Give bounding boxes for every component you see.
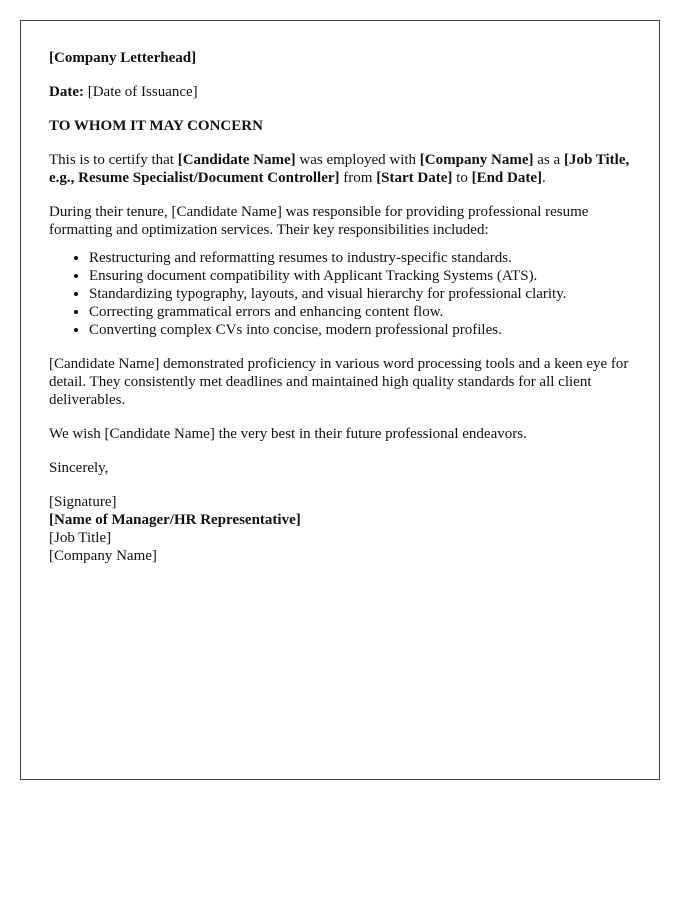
list-item: • Restructuring and reformatting resumes to industry-specific standards. <box>89 249 631 267</box>
date-label: Date: <box>49 84 84 100</box>
certify-text-6: . <box>542 170 546 186</box>
signer-name-text: [Name of Manager/HR Representative] <box>49 512 301 528</box>
signer-company: [Company Name] <box>49 548 157 564</box>
certify-text-1: This is to certify that <box>49 152 178 168</box>
closing: Sincerely, <box>49 460 109 476</box>
job-title-placeholder: [Job Title, e.g., Resume Specialist/Document Controller] <box>49 152 630 186</box>
certify-text-3: as a <box>533 152 564 168</box>
start-date-placeholder: [Start Date] <box>376 170 453 186</box>
signature-block <box>49 493 631 565</box>
letter-page <box>20 20 660 780</box>
wish-paragraph: We wish [Candidate Name] the very best in their future professional endeavors. <box>49 426 527 442</box>
certify-text-2: was employed with <box>295 152 420 168</box>
date-line <box>49 83 631 101</box>
date-value: [Date of Issuance] <box>83 84 198 100</box>
list-item: • Standardizing typography, layouts, and visual hierarchy for professional clarity. <box>89 285 631 303</box>
certify-text-4: from <box>339 170 377 186</box>
signature-placeholder: [Signature] <box>49 494 117 510</box>
company-letterhead: [Company Letterhead] <box>49 50 197 66</box>
certify-text-5: to <box>452 170 472 186</box>
candidate-name-placeholder: [Candidate Name] <box>177 152 296 168</box>
company-name-placeholder: [Company Name] <box>419 152 534 168</box>
signer-title: [Job Title] <box>49 530 112 546</box>
list-item: • Ensuring document compatibility with Applicant Tracking Systems (ATS). <box>89 267 631 285</box>
end-date-placeholder: [End Date] <box>471 170 542 186</box>
signer-name <box>49 511 631 529</box>
certification-paragraph <box>49 151 631 187</box>
responsibilities-list <box>49 249 631 339</box>
proficiency-paragraph: [Candidate Name] demonstrated proficiency in various word processing tools and a keen eye for detail. They consistently met deadlines and maintained high quality standards for all client deliverables. <box>49 356 629 408</box>
salutation: TO WHOM IT MAY CONCERN <box>49 118 263 134</box>
tenure-paragraph: During their tenure, [Candidate Name] was responsible for providing professional resume formatting and optimization services. Their key responsibilities included: <box>49 204 589 238</box>
list-item: • Converting complex CVs into concise, modern professional profiles. <box>89 321 631 339</box>
list-item: • Correcting grammatical errors and enhancing content flow. <box>89 303 631 321</box>
